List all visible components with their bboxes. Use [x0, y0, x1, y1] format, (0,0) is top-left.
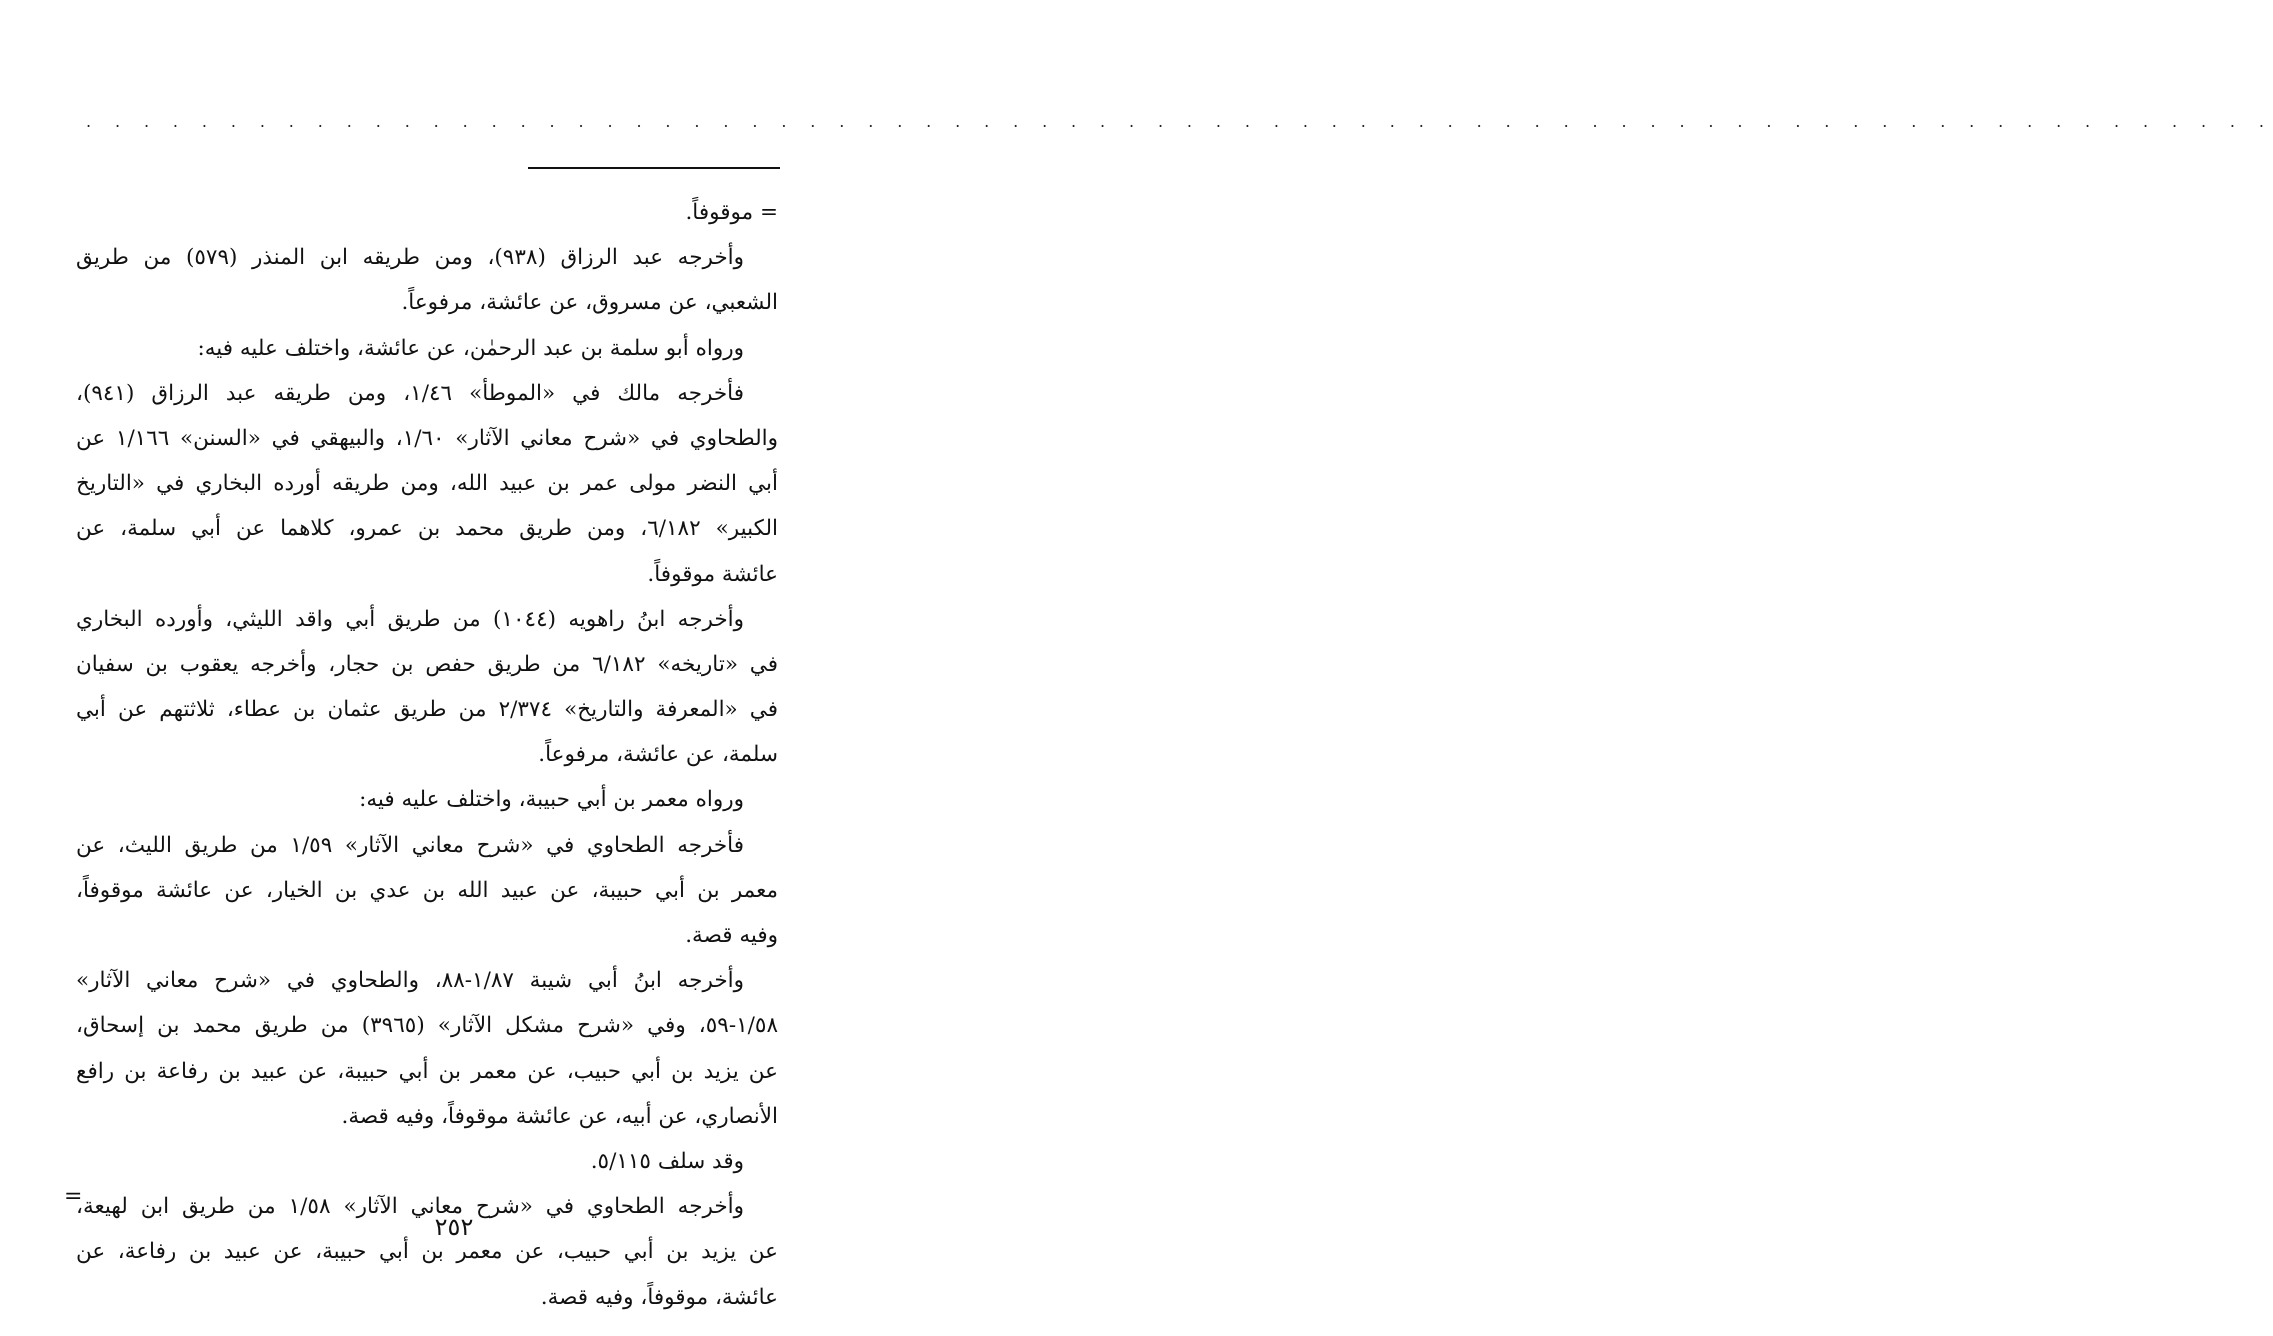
- text-line: ورواه أبو سلمة بن عبد الرحمٰن، عن عائشة، واختلف عليه فيه:: [197, 335, 744, 361]
- text-line: = موقوفاً.: [685, 200, 778, 225]
- text-line: في «تاريخه» ٦/١٨٢ من طريق حفص بن حجار، وأخرجه يعقوب بن سفيان: [76, 651, 778, 677]
- text-line: عائشة موقوفاً.: [647, 561, 778, 587]
- text-line: والطحاوي في «شرح معاني الآثار» ١/٦٠، والبيهقي في «السنن» ١/١٦٦ عن: [76, 425, 778, 451]
- text-line: الكبير» ٦/١٨٢، ومن طريق محمد بن عمرو، كلاهما عن أبي سلمة، عن: [76, 516, 778, 542]
- dotted-separator: . . . . . . . . . . . . . . . . . . . . . . . . . . . . . . . . . . . . . . . . . . . . . . . . . . . . . . . . . . . . . . . . . . . . . . . . . . . .: [86, 112, 2273, 131]
- page-number: ٢٥٢: [434, 1213, 474, 1241]
- text-line: سلمة، عن عائشة، مرفوعاً.: [538, 742, 778, 768]
- text-line: وأخرجه الطحاوي في «شرح معاني الآثار» ١/٥٨ من طريق ابن لهيعة،: [76, 1194, 744, 1220]
- text-line: الشعبي، عن مسروق، عن عائشة، مرفوعاً.: [401, 290, 778, 316]
- text-line: وفيه قصة.: [685, 923, 778, 948]
- text-line: الأنصاري، عن أبيه، عن عائشة موقوفاً، وفيه قصة.: [341, 1103, 778, 1129]
- text-line: في «المعرفة والتاريخ» ٢/٣٧٤ من طريق عثمان بن عطاء، ثلاثتهم عن أبي: [76, 697, 778, 723]
- continuation-mark: =: [64, 1184, 83, 1209]
- footnote-body: [76, 190, 778, 1320]
- text-line: ورواه معمر بن أبي حبيبة، واختلف عليه فيه:: [359, 787, 744, 813]
- footnote-separator-rule: [528, 167, 780, 169]
- text-line: أبي النضر مولى عمر بن عبيد الله، ومن طريقه أورده البخاري في «التاريخ: [76, 471, 778, 497]
- text-line: عائشة، موقوفاً، وفيه قصة.: [540, 1284, 778, 1310]
- text-line: معمر بن أبي حبيبة، عن عبيد الله بن عدي بن الخيار، عن عائشة موقوفاً،: [76, 877, 778, 903]
- text-line: وأخرجه ابنُ أبي شيبة ١/٨٧-٨٨، والطحاوي في «شرح معاني الآثار»: [76, 968, 744, 994]
- text-line: وقد سلف ٥/١١٥.: [590, 1148, 744, 1174]
- text-line: ١/٥٨-٥٩، وفي «شرح مشكل الآثار» (٣٩٦٥) من طريق محمد بن إسحاق،: [76, 1013, 778, 1039]
- text-line: وأخرجه ابنُ راهويه (١٠٤٤) من طريق أبي واقد الليثي، وأورده البخاري: [76, 606, 744, 632]
- text-line: عن يزيد بن أبي حبيب، عن معمر بن أبي حبيبة، عن عبيد بن رفاعة، عن: [76, 1239, 778, 1265]
- text-line: عن يزيد بن أبي حبيب، عن معمر بن أبي حبيبة، عن عبيد بن رفاعة بن رافع: [76, 1058, 778, 1084]
- text-line: فأخرجه الطحاوي في «شرح معاني الآثار» ١/٥٩ من طريق الليث، عن: [76, 832, 744, 858]
- text-line: وأخرجه عبد الرزاق (٩٣٨)، ومن طريقه ابن المنذر (٥٧٩) من طريق: [76, 245, 744, 271]
- text-line: فأخرجه مالك في «الموطأ» ١/٤٦، ومن طريقه عبد الرزاق (٩٤١)،: [76, 380, 744, 406]
